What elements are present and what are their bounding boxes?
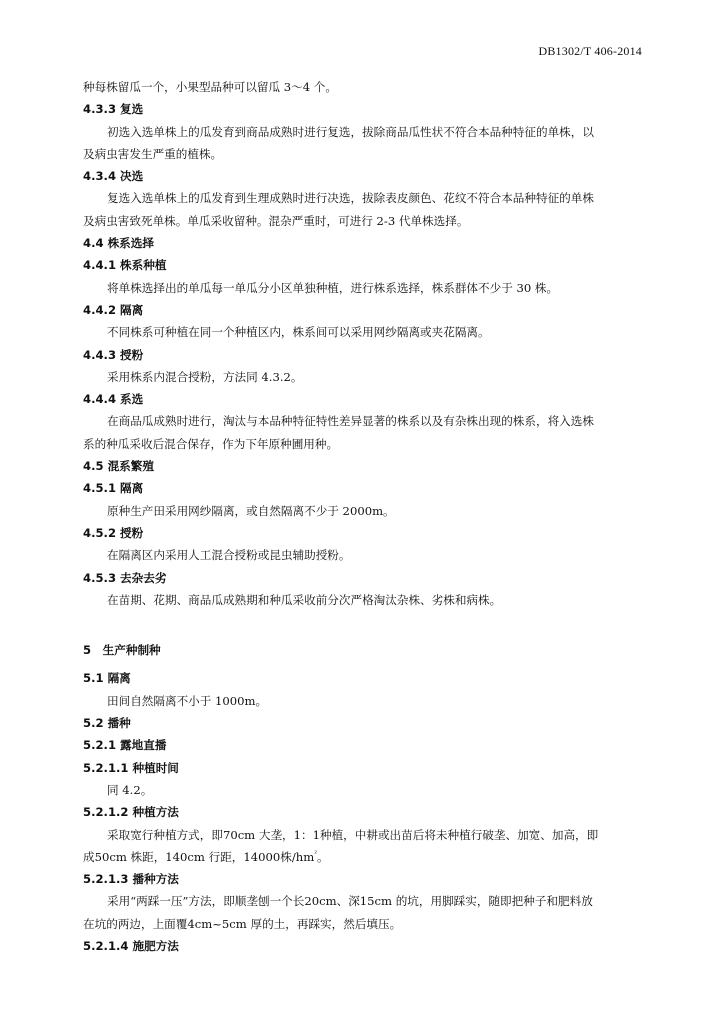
- section-heading: 4.4.4 系选: [83, 392, 144, 407]
- section-heading: 5.2.1.1 种植时间: [83, 760, 179, 775]
- section-heading: 4.4 株系选择: [83, 236, 154, 251]
- paragraph: 种每株留瓜一个，小果型品种可以留瓜 3～4 个。: [83, 80, 337, 94]
- document-id: DB1302/T 406-2014: [538, 44, 642, 58]
- section-heading: 4.3.3 复选: [83, 102, 144, 117]
- section-heading: 4.4.3 授粉: [83, 347, 144, 362]
- section-heading: 5.2.1.4 施肥方法: [83, 938, 179, 953]
- section-heading: 4.3.4 决选: [83, 169, 144, 184]
- section-heading: 5.2 播种: [83, 716, 131, 731]
- density-text: 成50cm 株距，140cm 行距，14000株/hm: [83, 849, 315, 864]
- paragraph: 在坑的两边，上面覆4cm~5cm 厚的土，再踩实，然后填压。: [83, 916, 402, 931]
- paragraph: 不同株系可种植在同一个种植区内，株系间可以采用网纱隔离或夹花隔离。: [107, 325, 490, 340]
- document-body: [83, 76, 643, 957]
- paragraph: 采用株系内混合授粉，方法同 4.3.2。: [107, 369, 303, 384]
- paragraph: 采用“两踩一压”方法，即顺垄刨一个长20cm、深15cm 的坑，用脚踩实，随即把种子和肥料放: [107, 894, 593, 909]
- paragraph: 采取宽行种植方式，即70cm 大垄，1：1种植，中耕或出苗后将未种植行破垄、加宽、加高，即: [107, 827, 599, 842]
- section-heading: 5.2.1 露地直播: [83, 738, 167, 753]
- sentence-end: 。: [317, 849, 329, 864]
- paragraph: 初选入选单株上的瓜发育到商品成熟时进行复选，拔除商品瓜性状不符合本品种特征的单株，以: [107, 124, 594, 139]
- paragraph: 及病虫害发生严重的植株。: [83, 146, 223, 161]
- section-heading: 4.4.1 株系种植: [83, 258, 167, 273]
- spacer: [83, 611, 643, 633]
- paragraph: 将单株选择出的单瓜每一单瓜分小区单独种植，进行株系选择，株系群体不少于 30 株。: [107, 280, 559, 295]
- superscript-two: ²: [314, 849, 318, 858]
- paragraph: 在苗期、花期、商品瓜成熟期和种瓜采收前分次严格淘汰杂株、劣株和病株。: [107, 592, 502, 607]
- section-heading: 5.2.1.2 种植方法: [83, 805, 179, 820]
- paragraph: 在隔离区内采用人工混合授粉或昆虫辅助授粉。: [107, 548, 351, 563]
- paragraph: 系的种瓜采收后混合保存，作为下年原种圃用种。: [83, 436, 339, 451]
- paragraph: 同 4.2。: [107, 782, 153, 797]
- paragraph: 田间自然隔离不小于 1000m。: [107, 693, 268, 708]
- paragraph: 在商品瓜成熟时进行，淘汰与本品种特征特性差异显著的株系以及有杂株出现的株系，将入选株: [107, 414, 594, 429]
- paragraph: 及病虫害致死单株。单瓜采收留种。混杂严重时，可进行 2-3 代单株选择。: [83, 213, 469, 228]
- section-heading: 4.5.3 去杂去劣: [83, 570, 167, 585]
- paragraph: 原种生产田采用网纱隔离，或自然隔离不少于 2000m。: [107, 503, 395, 518]
- section-heading: 5.2.1.3 播种方法: [83, 872, 179, 887]
- section-heading: 4.5.1 隔离: [83, 481, 144, 496]
- paragraph: [83, 846, 643, 868]
- section-heading: 4.4.2 隔离: [83, 302, 144, 317]
- section-heading: 5.1 隔离: [83, 671, 131, 686]
- section-heading: 4.5.2 授粉: [83, 525, 144, 540]
- paragraph: 复选入选单株上的瓜发育到生理成熟时进行决选，拔除表皮颜色、花纹不符合本品种特征的单株: [107, 191, 594, 206]
- chapter-heading: 5 生产种制种: [83, 643, 161, 658]
- section-heading: 4.5 混系繁殖: [83, 459, 154, 474]
